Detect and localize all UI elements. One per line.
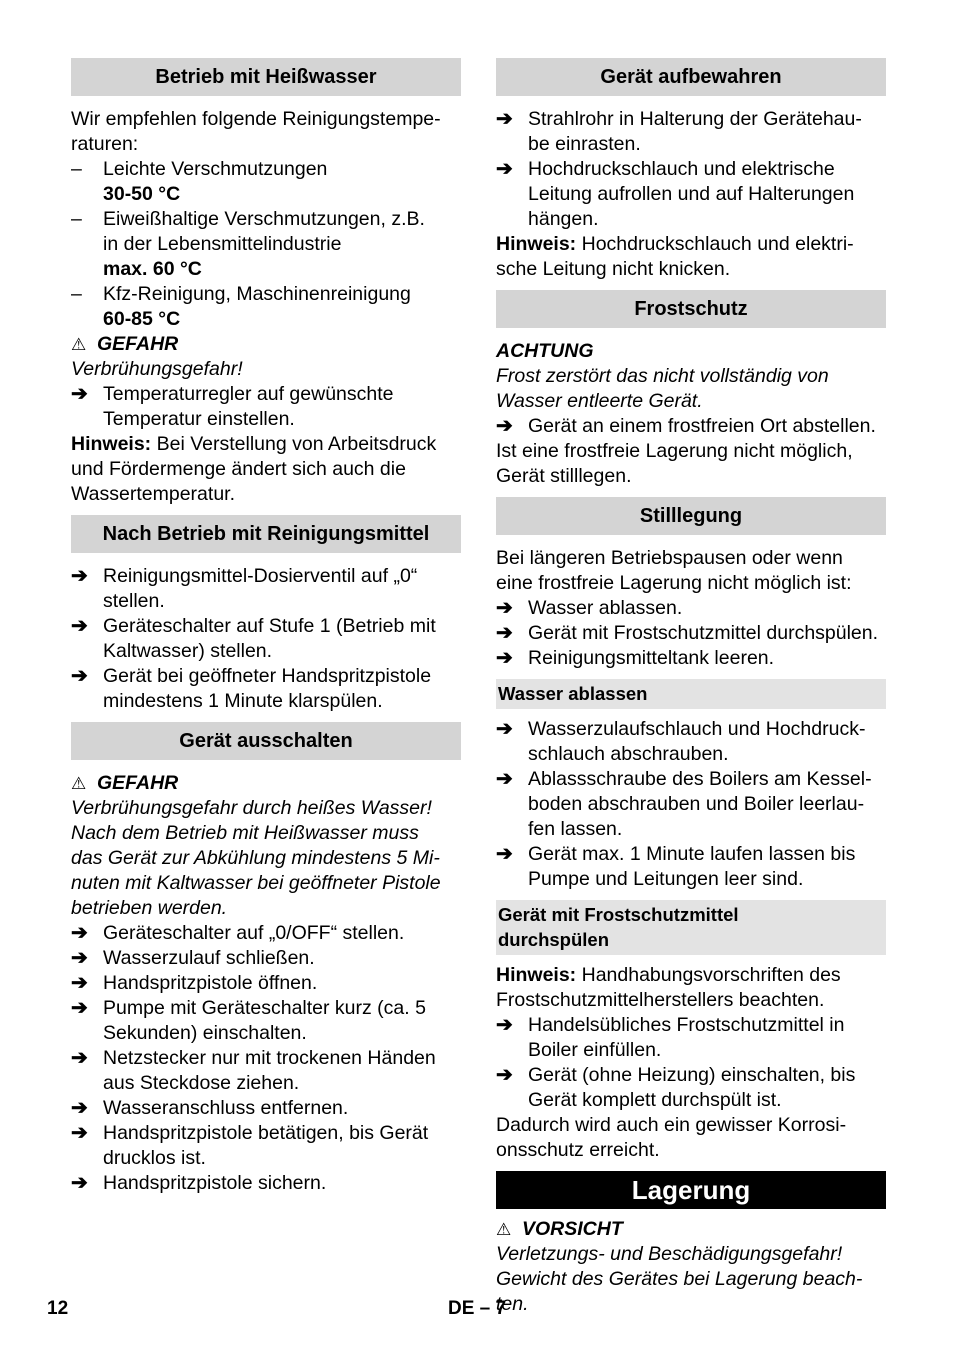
section-heading: Stilllegung: [496, 497, 886, 535]
warning-text: Nach dem Betrieb mit Heißwasser muss: [71, 822, 419, 844]
warning-text: nuten mit Kaltwasser bei geöffneter Pistole: [71, 872, 441, 894]
paragraph-line: Bei längeren Betriebspausen oder wenn: [496, 547, 843, 569]
step-item: ➔ Gerät an einem frostfreien Ort abstellen.: [496, 415, 876, 437]
step-item-line: schlauch abschrauben.: [528, 743, 729, 765]
step-item-line: Boiler einfüllen.: [528, 1039, 662, 1061]
note-line: Wassertemperatur.: [71, 483, 235, 505]
step-item-line: hängen.: [528, 208, 599, 230]
step-item: ➔ Gerät mit Frostschutzmittel durchspülen.: [496, 622, 879, 644]
arrow-icon: ➔: [496, 843, 513, 865]
arrow-icon: ➔: [71, 997, 88, 1019]
arrow-icon: ➔: [496, 108, 513, 130]
step-item: ➔ Wasseranschluss entfernen.: [71, 1097, 349, 1119]
list-item: – Kfz-Reinigung, Maschinenreinigung: [71, 283, 411, 305]
subsection-heading: Gerät mit Frostschutzmittel durchspülen: [496, 900, 886, 955]
paragraph-line: onsschutz erreicht.: [496, 1139, 660, 1161]
warning-text: Gewicht des Gerätes bei Lagerung beach-: [496, 1268, 863, 1290]
step-item-line: Sekunden) einschalten.: [103, 1022, 307, 1044]
step-item: ➔ Pumpe mit Geräteschalter kurz (ca. 5: [71, 997, 426, 1019]
temperature-value: 60-85 °C: [103, 308, 181, 330]
arrow-icon: ➔: [496, 1064, 513, 1086]
note-line: Frostschutzmittelherstellers beachten.: [496, 989, 825, 1011]
note-line: Hinweis: Handhabungsvorschriften des: [496, 964, 841, 986]
caution-label: ACHTUNG: [496, 340, 594, 362]
step-item: ➔ Handspritzpistole betätigen, bis Gerät: [71, 1122, 429, 1144]
step-item: ➔ Reinigungsmittel-Dosierventil auf „0“: [71, 565, 418, 587]
step-item: ➔ Wasserzulaufschlauch und Hochdruck-: [496, 718, 866, 740]
step-item: ➔ Handspritzpistole öffnen.: [71, 972, 318, 994]
chapter-heading: Lagerung: [496, 1171, 886, 1209]
arrow-icon: ➔: [71, 1047, 88, 1069]
arrow-icon: ➔: [496, 597, 513, 619]
arrow-icon: ➔: [71, 1172, 88, 1194]
note-line: Hinweis: Hochdruckschlauch und elektri-: [496, 233, 854, 255]
step-item: ➔ Strahlrohr in Halterung der Gerätehau-: [496, 108, 862, 130]
arrow-icon: ➔: [71, 922, 88, 944]
warning-text: Verbrühungsgefahr!: [71, 358, 243, 380]
step-item: ➔ Netzstecker nur mit trockenen Händen: [71, 1047, 436, 1069]
warning-icon: ⚠: [496, 1220, 512, 1239]
step-item: ➔ Gerät max. 1 Minute laufen lassen bis: [496, 843, 856, 865]
section-heading: Gerät aufbewahren: [496, 58, 886, 96]
step-item-line: be einrasten.: [528, 133, 641, 155]
arrow-icon: ➔: [496, 622, 513, 644]
warning-text: ten.: [496, 1293, 529, 1315]
warning-text: Frost zerstört das nicht vollständig von: [496, 365, 829, 387]
step-item: ➔ Handelsübliches Frostschutzmittel in: [496, 1014, 845, 1036]
warning-text: Verbrühungsgefahr durch heißes Wasser!: [71, 797, 432, 819]
step-item-line: mindestens 1 Minute klarspülen.: [103, 690, 383, 712]
step-item-line: Kaltwasser) stellen.: [103, 640, 273, 662]
step-item-line: Leitung aufrollen und auf Halterungen: [528, 183, 855, 205]
warning-text: Verletzungs- und Beschädigungsgefahr!: [496, 1243, 843, 1265]
arrow-icon: ➔: [496, 158, 513, 180]
dash-bullet: –: [71, 208, 82, 230]
list-item: – Eiweißhaltige Verschmutzungen, z.B.: [71, 208, 425, 230]
subsection-heading: Wasser ablassen: [496, 679, 886, 709]
note-line: sche Leitung nicht knicken.: [496, 258, 731, 280]
arrow-icon: ➔: [496, 768, 513, 790]
warning-icon: ⚠: [71, 774, 87, 793]
arrow-icon: ➔: [496, 647, 513, 669]
warning-text: das Gerät zur Abkühlung mindestens 5 Mi-: [71, 847, 440, 869]
section-heading: Nach Betrieb mit Reinigungsmittel: [71, 515, 461, 553]
arrow-icon: ➔: [71, 383, 88, 405]
step-item: ➔ Reinigungsmitteltank leeren.: [496, 647, 775, 669]
paragraph-line: Dadurch wird auch ein gewisser Korrosi-: [496, 1114, 847, 1136]
danger-label: ⚠ GEFAHR: [71, 333, 179, 355]
arrow-icon: ➔: [496, 415, 513, 437]
paragraph-line: Wir empfehlen folgende Reinigungstempe-: [71, 108, 441, 130]
step-item-line: Temperatur einstellen.: [103, 408, 295, 430]
step-item: ➔ Geräteschalter auf „0/OFF“ stellen.: [71, 922, 405, 944]
left-column: [71, 58, 461, 1196]
caution-label: ⚠ VORSICHT: [496, 1218, 623, 1240]
arrow-icon: ➔: [71, 565, 88, 587]
arrow-icon: ➔: [71, 972, 88, 994]
paragraph-line: Ist eine frostfreie Lagerung nicht möglich,: [496, 440, 853, 462]
section-heading: Betrieb mit Heißwasser: [71, 58, 461, 96]
step-item-line: stellen.: [103, 590, 165, 612]
step-item: ➔ Hochdruckschlauch und elektrische: [496, 158, 835, 180]
step-item: ➔ Wasserzulauf schließen.: [71, 947, 315, 969]
step-item: ➔ Geräteschalter auf Stufe 1 (Betrieb mit: [71, 615, 436, 637]
arrow-icon: ➔: [71, 1122, 88, 1144]
step-item: ➔ Wasser ablassen.: [496, 597, 683, 619]
dash-bullet: –: [71, 283, 82, 305]
arrow-icon: ➔: [71, 665, 88, 687]
note-line: Hinweis: Bei Verstellung von Arbeitsdruck: [71, 433, 437, 455]
step-item-line: boden abschrauben und Boiler leerlau-: [528, 793, 865, 815]
step-item-line: aus Steckdose ziehen.: [103, 1072, 300, 1094]
warning-icon: ⚠: [71, 335, 87, 354]
step-item: ➔ Handspritzpistole sichern.: [71, 1172, 327, 1194]
dash-bullet: –: [71, 158, 82, 180]
temperature-value: max. 60 °C: [103, 258, 202, 280]
section-heading: Gerät ausschalten: [71, 722, 461, 760]
list-item-line: in der Lebensmittelindustrie: [103, 233, 342, 255]
arrow-icon: ➔: [71, 947, 88, 969]
step-item: ➔ Ablassschraube des Boilers am Kessel-: [496, 768, 872, 790]
step-item: ➔ Temperaturregler auf gewünschte: [71, 383, 394, 405]
warning-text: Wasser entleerte Gerät.: [496, 390, 703, 412]
temperature-value: 30-50 °C: [103, 183, 181, 205]
paragraph-line: raturen:: [71, 133, 139, 155]
arrow-icon: ➔: [71, 1097, 88, 1119]
paragraph-line: Gerät stilllegen.: [496, 465, 632, 487]
step-item-line: Gerät komplett durchspült ist.: [528, 1089, 782, 1111]
right-column: [496, 58, 886, 1317]
arrow-icon: ➔: [496, 718, 513, 740]
arrow-icon: ➔: [71, 615, 88, 637]
arrow-icon: ➔: [496, 1014, 513, 1036]
page-number: 12: [47, 1298, 69, 1319]
section-heading: Frostschutz: [496, 290, 886, 328]
step-item: ➔ Gerät bei geöffneter Handspritzpistole: [71, 665, 432, 687]
step-item: ➔ Gerät (ohne Heizung) einschalten, bis: [496, 1064, 856, 1086]
paragraph-line: eine frostfreie Lagerung nicht möglich ist:: [496, 572, 852, 594]
note-line: und Fördermenge ändert sich auch die: [71, 458, 406, 480]
warning-text: betrieben werden.: [71, 897, 228, 919]
step-item-line: Pumpe und Leitungen leer sind.: [528, 868, 804, 890]
step-item-line: drucklos ist.: [103, 1147, 206, 1169]
danger-label: ⚠ GEFAHR: [71, 772, 179, 794]
section-marker: DE – 7: [448, 1298, 507, 1319]
list-item: – Leichte Verschmutzungen: [71, 158, 328, 180]
step-item-line: fen lassen.: [528, 818, 623, 840]
